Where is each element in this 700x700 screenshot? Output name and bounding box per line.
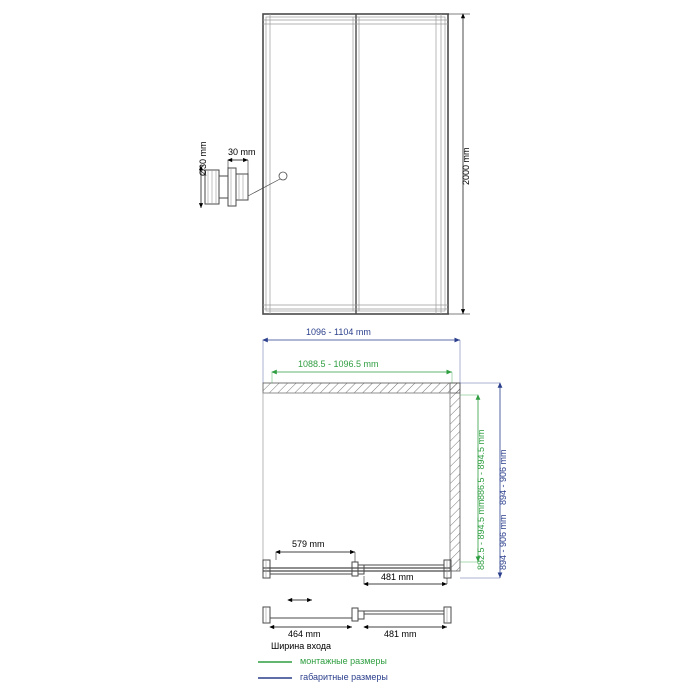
legend-swatches	[258, 662, 292, 678]
label-diameter-30: Ø30 mm	[198, 141, 208, 176]
roller-detail-group	[201, 160, 287, 208]
label-panel-width-481: 481 mm	[384, 629, 417, 639]
dim-door-left-579	[276, 552, 355, 562]
label-plan-width-overall: 1096 - 1104 mm	[306, 327, 371, 337]
legend-item-overall-label: габаритные размеры	[300, 672, 388, 682]
label-plan-depth-mounting-2: 882.5 - 894.5 mm	[476, 499, 486, 570]
label-depth-30: 30 mm	[228, 147, 256, 157]
label-plan-depth-overall: 894 - 906 mm	[498, 449, 508, 505]
dim-plan-width-mounting	[272, 372, 452, 383]
legend-item-mounting-label: монтажные размеры	[300, 656, 387, 666]
label-height-2000: 2000 mm	[461, 147, 471, 185]
label-door-right-481: 481 mm	[381, 572, 414, 582]
label-door-left-579: 579 mm	[292, 539, 325, 549]
front-view-group	[263, 14, 448, 314]
label-entry-caption: Ширина входа	[271, 641, 332, 651]
label-plan-depth-overall-2: 894 - 906 mm	[498, 514, 508, 570]
label-plan-width-mounting: 1088.5 - 1096.5 mm	[298, 359, 379, 369]
entry-detail-group	[263, 600, 451, 627]
label-entry-width-464: 464 mm	[288, 629, 321, 639]
label-plan-depth-mounting: 886.5 - 894.5 mm	[476, 429, 486, 500]
